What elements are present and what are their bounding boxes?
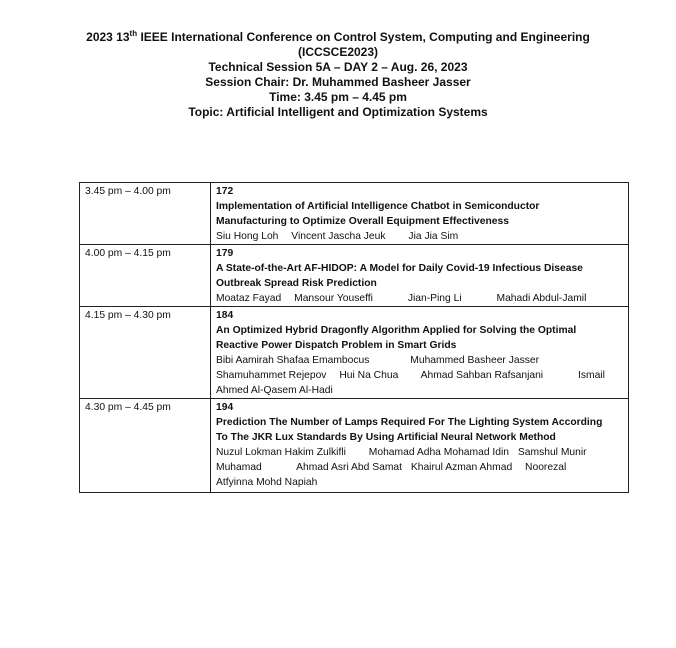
paper-title-line: Reactive Power Dispatch Problem in Smart Grids (216, 340, 457, 351)
time-slot: 4.15 pm – 4.30 pm (80, 307, 211, 399)
table-row (80, 307, 629, 399)
time-slot: 3.45 pm – 4.00 pm (80, 183, 211, 245)
author-name: Jia Jia Sim (408, 231, 459, 242)
paper-id: 184 (216, 310, 234, 321)
time-slot: 4.30 pm – 4.45 pm (80, 399, 211, 493)
author-line (216, 291, 624, 306)
author-name: Ahmed Al-Qasem Al-Hadi (216, 385, 333, 396)
schedule-table (79, 182, 629, 493)
paper-title-line: A State-of-the-Art AF-HIDOP: A Model for Daily Covid-19 Infectious Disease (216, 263, 583, 274)
author-name: Mansour Youseffi (294, 293, 373, 304)
session-name: Technical Session 5A – DAY 2 – Aug. 26, 2023 (208, 60, 468, 74)
author-line (216, 460, 624, 475)
author-name: Khairul Azman Ahmad (410, 462, 513, 473)
paper-title (216, 261, 624, 291)
paper-cell (211, 307, 629, 399)
conference-acronym: (ICCSCE2023) (297, 45, 379, 59)
table-row (80, 183, 629, 245)
author-line (216, 229, 624, 244)
author-name: Muhammed Basheer Jasser (410, 355, 540, 366)
paper-title-line: Prediction The Number of Lamps Required For The Lighting System According (216, 417, 603, 428)
paper-title-line: Implementation of Artificial Intelligence Chatbot in Semiconductor (216, 201, 540, 212)
author-line (216, 445, 624, 460)
author-name: Muhamad (216, 462, 262, 473)
paper-title-line: Manufacturing to Optimize Overall Equipment Effectiveness (216, 216, 509, 227)
paper-cell (211, 183, 629, 245)
author-line (216, 475, 624, 490)
conference-title (0, 30, 676, 45)
session-time: Time: 3.45 pm – 4.45 pm (269, 90, 407, 104)
author-name: Ahmad Sahban Rafsanjani (420, 370, 544, 381)
author-name: Jian-Ping Li (407, 293, 462, 304)
conference-name: IEEE International Conference on Control System, Computing and Engineering (137, 30, 590, 44)
paper-cell (211, 245, 629, 307)
author-name: Noorezal (525, 462, 567, 473)
paper-title-line: To The JKR Lux Standards By Using Artificial Neural Network Method (216, 432, 556, 443)
author-name: Siu Hong Loh (216, 231, 279, 242)
table-row (80, 245, 629, 307)
paper-cell (211, 399, 629, 493)
conference-year: 2023 13 (86, 30, 130, 44)
author-name: Nuzul Lokman Hakim Zulkifli (216, 447, 346, 458)
author-name: Samshul Munir (517, 447, 587, 458)
author-line (216, 368, 624, 383)
session-topic: Topic: Artificial Intelligent and Optimization Systems (188, 105, 488, 119)
author-name: Mohamad Adha Mohamad Idin (368, 447, 510, 458)
paper-title (216, 199, 624, 229)
paper-title (216, 415, 624, 445)
author-line (216, 353, 624, 368)
paper-title-line: An Optimized Hybrid Dragonfly Algorithm Applied for Solving the Optimal (216, 325, 577, 336)
paper-title-line: Outbreak Spread Risk Prediction (216, 278, 377, 289)
author-name: Bibi Aamirah Shafaa Emambocus (216, 355, 370, 366)
author-name: Mahadi Abdul-Jamil (496, 293, 587, 304)
author-name: Vincent Jascha Jeuk (291, 231, 386, 242)
paper-title (216, 323, 624, 353)
session-header (0, 30, 676, 120)
session-chair: Session Chair: Dr. Muhammed Basheer Jasser (205, 75, 471, 89)
author-name: Shamuhammet Rejepov (216, 370, 327, 381)
author-name: Hui Na Chua (339, 370, 399, 381)
author-name: Moataz Fayad (216, 293, 282, 304)
ordinal-suffix: th (129, 29, 138, 38)
table-row (80, 399, 629, 493)
author-line (216, 383, 624, 398)
paper-id: 194 (216, 402, 234, 413)
author-name: Ismail (577, 370, 605, 381)
paper-id: 172 (216, 186, 234, 197)
paper-id: 179 (216, 248, 234, 259)
author-name: Atfyinna Mohd Napiah (216, 477, 318, 488)
time-slot: 4.00 pm – 4.15 pm (80, 245, 211, 307)
author-name: Ahmad Asri Abd Samat (296, 462, 402, 473)
